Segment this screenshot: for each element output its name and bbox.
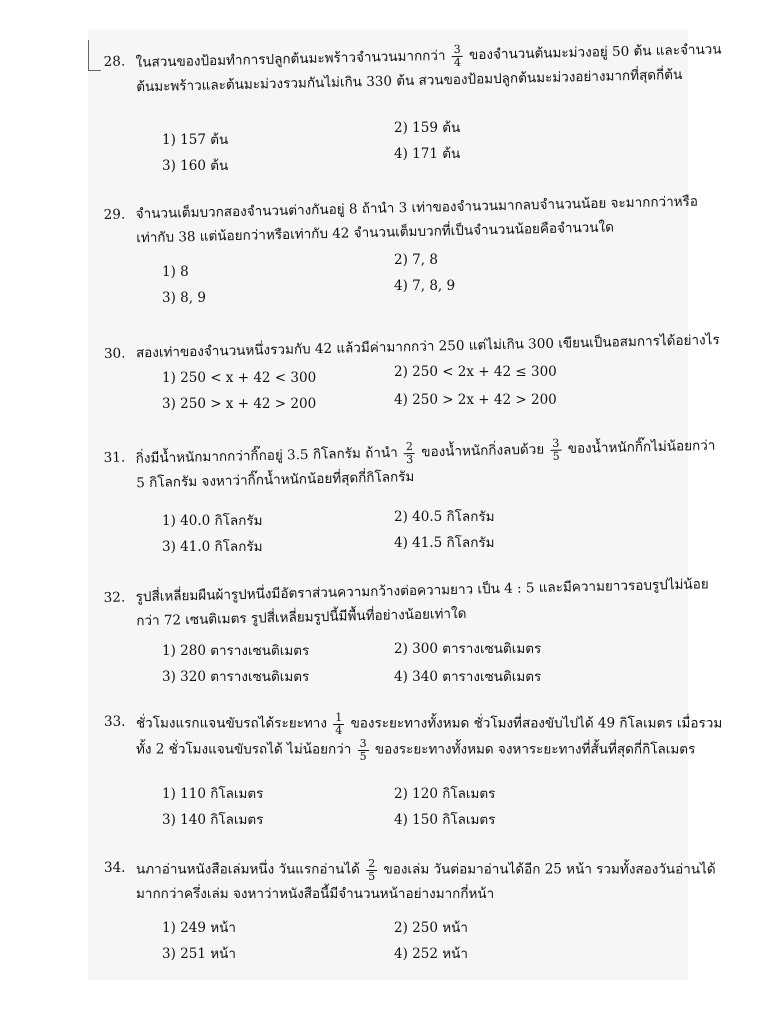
option-4[interactable]: 4) 340 ตารางเซนติเมตร	[394, 669, 542, 685]
question-text-line-2: ต้นมะพร้าวและต้นมะม่วงรวมกันไม่เกิน 330 ต้น สวนของป้อมปลูกต้นมะม่วงอย่างมากที่สุดกี่ต้น	[136, 66, 683, 96]
question-text-line-1: รูปสี่เหลี่ยมผืนผ้ารูปหนึ่งมีอัตราส่วนความกว้างต่อความยาว เป็น 4 : 5 และมีความยาวรอบรูปไม่น้อย	[135, 576, 709, 606]
option-3[interactable]: 3) 320 ตารางเซนติเมตร	[162, 669, 310, 685]
question-number: 32.	[103, 589, 126, 607]
option-2[interactable]: 2) 250 หน้า	[394, 920, 468, 936]
question-number: 33.	[104, 714, 126, 730]
question-text-line-1: กิ่งมีน้ำหนักมากกว่ากิ๊กอยู่ 3.5 กิโลกรัม ถ้านำ $\frac{2}{3}$ ของน้ำหนักกิ่งลบด้วย $\frac{3}{5}$ ของน้ำหนักกิ๊กไม่น้อยกว่า	[135, 436, 716, 467]
option-1[interactable]: 1) 157 ต้น	[162, 132, 229, 148]
fraction: $\frac{3}{5}$	[552, 436, 560, 463]
crop-mark	[88, 40, 101, 71]
question-text-line-1: ในสวนของป้อมทำการปลูกต้นมะพร้าวจำนวนมากกว่า $\frac{3}{4}$ ของจำนวนต้นมะม่วงอยู่ 50 ต้น และจำนวน	[135, 41, 722, 71]
option-2[interactable]: 2) 300 ตารางเซนติเมตร	[394, 641, 542, 657]
option-4[interactable]: 4) 250 > 2x + 42 > 200	[394, 392, 557, 408]
question-text-line-1: นภาอ่านหนังสือเล่มหนึ่ง วันแรกอ่านได้ $\frac{2}{5}$ ของเล่ม วันต่อมาอ่านได้อีก 25 หน้า รวมทั้งสองวันอ่านได้	[136, 857, 716, 883]
option-1[interactable]: 1) 40.0 กิโลกรัม	[162, 513, 263, 529]
option-2[interactable]: 2) 250 < 2x + 42 ≤ 300	[394, 364, 557, 380]
question-34	[104, 857, 716, 906]
question-33	[104, 711, 723, 763]
option-3[interactable]: 3) 250 > x + 42 > 200	[162, 396, 317, 412]
question-text-line-2: เท่ากับ 38 แต่น้อยกว่าหรือเท่ากับ 42 จำนวนเต็มบวกที่เป็นจำนวนน้อยคือจำนวนใด	[136, 219, 615, 246]
question-text-line-1: ชั่วโมงแรกแจนขับรถได้ระยะทาง $\frac{1}{4}$ ของระยะทางทั้งหมด ชั่วโมงที่สองขับไปได้ 49 กิโลเมตร เมื่อรวม	[136, 711, 723, 737]
option-3[interactable]: 3) 8, 9	[162, 290, 206, 306]
question-number: 29.	[103, 206, 126, 224]
option-1[interactable]: 1) 110 กิโลเมตร	[162, 786, 264, 802]
fraction: $\frac{2}{5}$	[368, 857, 376, 883]
option-2[interactable]: 2) 40.5 กิโลกรัม	[394, 509, 495, 525]
option-3[interactable]: 3) 41.0 กิโลกรัม	[162, 539, 263, 555]
option-3[interactable]: 3) 140 กิโลเมตร	[162, 812, 264, 828]
option-4[interactable]: 4) 252 หน้า	[394, 946, 468, 962]
question-text-line-1: จำนวนเต็มบวกสองจำนวนต่างกันอยู่ 8 ถ้านำ 3 เท่าของจำนวนมากลบจำนวนน้อย จะมากกว่าหรือ	[135, 193, 699, 223]
option-1[interactable]: 1) 8	[162, 264, 189, 280]
fraction: $\frac{3}{5}$	[359, 737, 367, 763]
question-number: 34.	[104, 860, 126, 876]
question-number: 28.	[103, 53, 126, 71]
option-2[interactable]: 2) 120 กิโลเมตร	[394, 786, 496, 802]
fraction: $\frac{1}{4}$	[335, 711, 343, 737]
option-4[interactable]: 4) 171 ต้น	[394, 146, 461, 162]
option-4[interactable]: 4) 41.5 กิโลกรัม	[394, 535, 495, 551]
option-4[interactable]: 4) 7, 8, 9	[394, 278, 456, 294]
question-number: 30.	[103, 345, 126, 362]
question-text-line-2: มากกว่าครึ่งเล่ม จงหาว่าหนังสือนี้มีจำนวนหน้าอย่างมากกี่หน้า	[136, 886, 495, 903]
question-text-line-2: ทั้ง 2 ชั่วโมงแจนขับรถได้ ไม่น้อยกว่า $\frac{3}{5}$ ของระยะทางทั้งหมด จงหาระยะทางที่สั้นที่สุดกี่กิโลเมตร	[136, 737, 696, 763]
option-3[interactable]: 3) 251 หน้า	[162, 946, 236, 962]
option-2[interactable]: 2) 7, 8	[394, 252, 438, 268]
question-text-line-1: สองเท่าของจำนวนหนึ่งรวมกับ 42 แล้วมีค่ามากกว่า 250 แต่ไม่เกิน 300 เขียนเป็นอสมการได้อย่างไร	[135, 332, 720, 362]
option-1[interactable]: 1) 249 หน้า	[162, 920, 236, 936]
option-3[interactable]: 3) 160 ต้น	[162, 158, 229, 174]
question-text-line-2: 5 กิโลกรัม จงหาว่ากิ๊กน้ำหนักน้อยที่สุดกี่กิโลกรัม	[136, 469, 415, 492]
option-1[interactable]: 1) 280 ตารางเซนติเมตร	[162, 643, 310, 659]
fraction: $\frac{2}{3}$	[405, 439, 414, 466]
option-4[interactable]: 4) 150 กิโลเมตร	[394, 812, 496, 828]
question-number: 31.	[103, 449, 126, 467]
fraction: $\frac{3}{4}$	[453, 42, 462, 69]
option-2[interactable]: 2) 159 ต้น	[394, 120, 461, 136]
question-text-line-2: กว่า 72 เซนติเมตร รูปสี่เหลี่ยมรูปนี้มีพื้นที่อย่างน้อยเท่าใด	[136, 605, 467, 629]
option-1[interactable]: 1) 250 < x + 42 < 300	[162, 370, 317, 386]
